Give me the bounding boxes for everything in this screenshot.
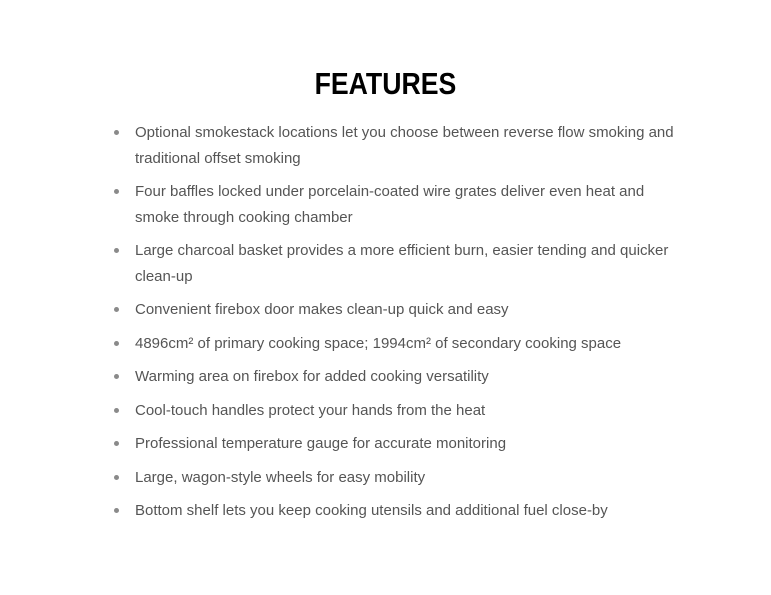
feature-item <box>114 297 674 323</box>
feature-text: Bottom shelf lets you keep cooking utensils and additional fuel close-by <box>135 502 608 519</box>
feature-item <box>114 364 674 390</box>
feature-item <box>114 431 674 457</box>
features-list <box>114 120 674 532</box>
bullet-icon <box>114 441 119 446</box>
feature-item <box>114 179 674 230</box>
feature-text: Professional temperature gauge for accurate monitoring <box>135 435 507 452</box>
bullet-icon <box>114 130 119 135</box>
bullet-icon <box>114 508 119 513</box>
bullet-icon <box>114 189 119 194</box>
bullet-icon <box>114 475 119 480</box>
feature-item <box>114 498 674 524</box>
bullet-icon <box>114 374 119 379</box>
bullet-icon <box>114 248 119 253</box>
feature-text: Convenient firebox door makes clean-up quick and easy <box>135 301 509 318</box>
feature-text: Warming area on firebox for added cooking versatility <box>135 368 489 385</box>
feature-text: Cool-touch handles protect your hands from the heat <box>135 401 486 419</box>
feature-text: Four baffles locked under porcelain-coated wire grates deliver even heat and smoke through cooking chamber <box>135 183 645 226</box>
feature-item <box>114 331 674 357</box>
features-title: FEATURES <box>314 66 457 101</box>
feature-text: 4896cm² of primary cooking space; 1994cm² of secondary cooking space <box>135 334 622 352</box>
feature-text: Large charcoal basket provides a more efficient burn, easier tending and quicker clean-up <box>135 242 669 285</box>
bullet-icon <box>114 307 119 312</box>
bullet-icon <box>114 341 119 346</box>
bullet-icon <box>114 408 119 413</box>
feature-text: Large, wagon-style wheels for easy mobility <box>135 468 426 486</box>
feature-item <box>114 238 674 289</box>
feature-item <box>114 398 674 424</box>
feature-item <box>114 120 674 171</box>
feature-text: Optional smokestack locations let you choose between reverse flow smoking and traditional offset smoking <box>135 124 674 167</box>
feature-item <box>114 465 674 491</box>
